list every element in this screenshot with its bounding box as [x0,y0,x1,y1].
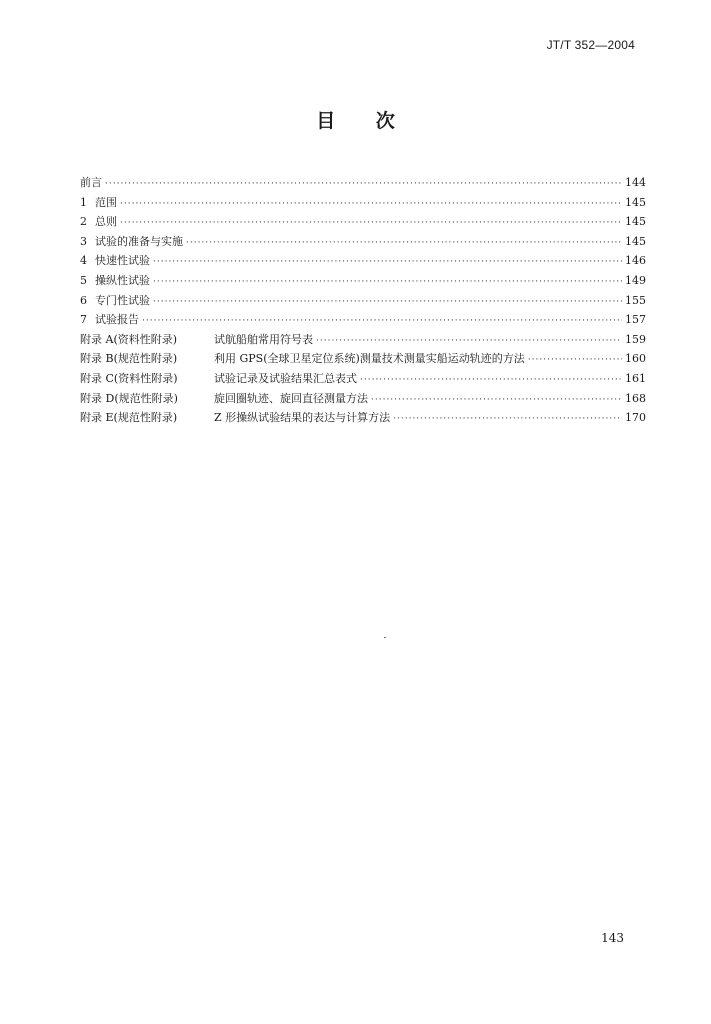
toc-entry-number: 1 [80,195,87,209]
toc-entry[interactable] [80,330,646,350]
toc-entry[interactable] [80,271,646,291]
toc-entry-number: 3 [80,234,87,248]
toc-entry[interactable] [80,369,646,389]
toc-entry-title: 试航船舶常用符号表 [214,332,313,346]
toc-entry-page: 170 [625,411,646,425]
toc-entry-number: 6 [80,293,87,307]
toc-entry-title: 前言 [80,176,102,189]
dot-leader [120,195,622,215]
dot-leader [186,234,622,254]
toc-entry-title: Z 形操纵试验结果的表达与计算方法 [214,411,391,425]
toc-entry[interactable] [80,232,646,252]
toc-entry-page: 146 [625,254,646,268]
dot-leader [153,293,622,313]
toc-entry-page: 149 [625,273,646,287]
dot-leader [105,175,622,195]
dot-leader [120,214,622,234]
page-title: 目 次 [316,110,395,132]
toc-entry[interactable] [80,310,646,330]
table-of-contents [80,173,646,428]
toc-entry-page: 168 [625,391,646,405]
toc-entry-page: 161 [625,371,646,385]
dot-leader [153,273,622,293]
toc-entry-number: 附录 D(规范性附录) [80,391,178,405]
toc-entry-number: 附录 A(资料性附录) [80,332,178,346]
toc-entry-page: 160 [625,352,646,366]
dot-leader [393,410,622,430]
document-code: JT/T 352—2004 [546,38,635,52]
toc-entry-number: 4 [80,254,87,268]
toc-entry-number: 附录 B(规范性附录) [80,352,178,366]
toc-entry-number: 5 [80,273,87,287]
toc-entry-number: 7 [80,313,87,327]
toc-entry[interactable] [80,173,646,193]
toc-entry-title: 快速性试验 [95,254,150,268]
toc-entry-number: 附录 C(资料性附录) [80,371,178,385]
toc-entry-title: 利用 GPS(全球卫星定位系统)测量技术测量实船运动轨迹的方法 [214,352,525,366]
scan-speck [384,637,386,638]
toc-entry-page: 155 [625,293,646,307]
dot-leader [360,371,622,391]
toc-entry-title: 专门性试验 [95,293,150,307]
toc-entry-page: 144 [625,176,646,189]
toc-entry-number: 附录 E(规范性附录) [80,411,178,425]
toc-entry[interactable] [80,251,646,271]
toc-entry-title: 操纵性试验 [95,273,150,287]
toc-entry-page: 157 [625,313,646,327]
dot-leader [528,351,622,371]
toc-entry[interactable] [80,291,646,311]
toc-entry[interactable] [80,389,646,409]
toc-entry-page: 159 [625,332,646,346]
toc-entry-page: 145 [625,195,646,209]
dot-leader [153,253,622,273]
toc-entry-title: 试验报告 [95,313,139,327]
dot-leader [371,391,622,411]
toc-entry-title: 试验的准备与实施 [95,234,183,248]
toc-entry[interactable] [80,408,646,428]
toc-entry-title: 总则 [95,215,117,229]
toc-entry-number: 2 [80,215,87,229]
toc-entry-title: 试验记录及试验结果汇总表式 [214,371,357,385]
toc-entry-title: 旋回圈轨迹、旋回直径测量方法 [214,391,368,405]
toc-entry-title: 范围 [95,195,117,209]
toc-entry-page: 145 [625,215,646,229]
toc-entry[interactable] [80,349,646,369]
page-number: 143 [601,931,624,945]
toc-entry[interactable] [80,212,646,232]
toc-entry[interactable] [80,193,646,213]
toc-entry-page: 145 [625,234,646,248]
